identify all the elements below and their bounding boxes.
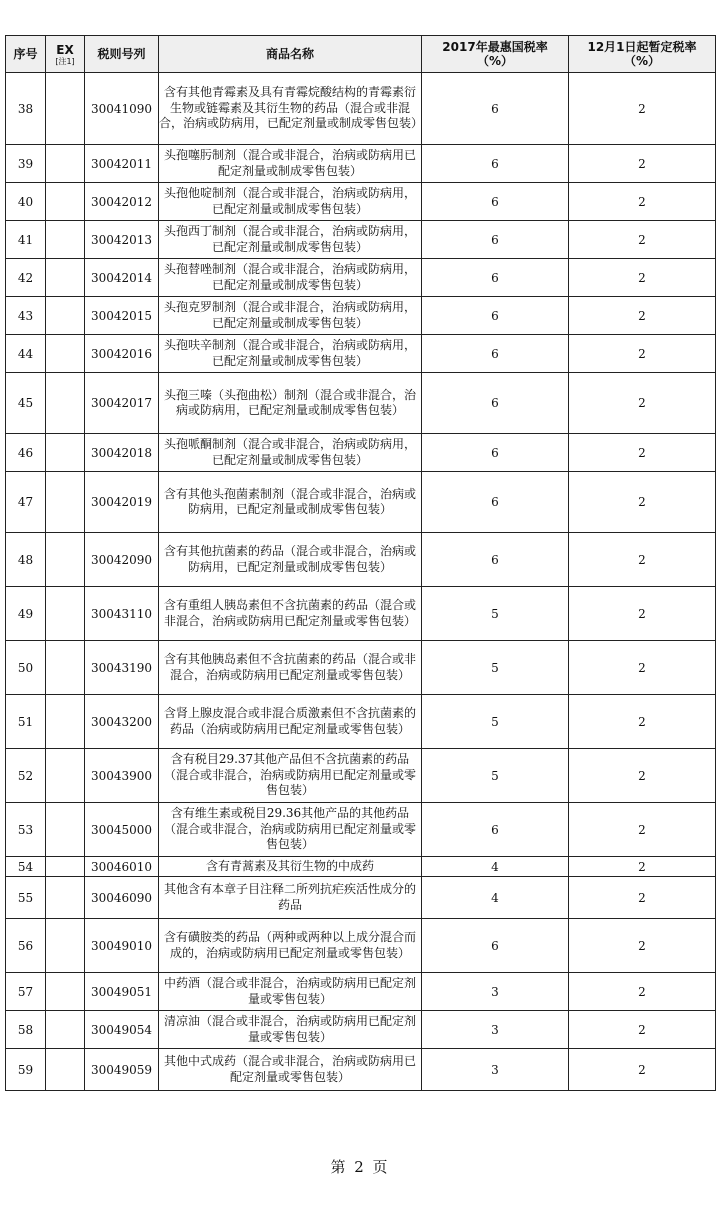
table-row [6,857,716,877]
cell-mfn-rate: 5 [422,749,569,803]
cell-interim-rate: 2 [569,919,716,973]
cell-seq: 44 [6,335,46,373]
cell-ex [46,145,85,183]
col-header-interim-rate: 12月1日起暂定税率 （%） [569,36,716,73]
col-header-name: 商品名称 [159,36,422,73]
cell-name: 头孢替唑制剂（混合或非混合，治病或防病用，已配定剂量或制成零售包装） [159,259,422,297]
cell-seq: 40 [6,183,46,221]
cell-code: 30045000 [85,803,159,857]
cell-ex [46,221,85,259]
table-row [6,1011,716,1049]
cell-seq: 55 [6,877,46,919]
cell-mfn-rate: 6 [422,472,569,533]
table-row [6,877,716,919]
cell-seq: 53 [6,803,46,857]
table-row [6,641,716,695]
cell-code: 30042019 [85,472,159,533]
cell-mfn-rate: 3 [422,1011,569,1049]
cell-seq: 47 [6,472,46,533]
cell-name: 其他含有本章子目注释二所列抗疟疾活性成分的药品 [159,877,422,919]
cell-seq: 48 [6,533,46,587]
cell-name: 清凉油（混合或非混合，治病或防病用已配定剂量或零售包装） [159,1011,422,1049]
cell-code: 30042013 [85,221,159,259]
cell-ex [46,73,85,145]
table-row [6,259,716,297]
cell-name: 头孢三嗪（头孢曲松）制剂（混合或非混合，治病或防病用，已配定剂量或制成零售包装） [159,373,422,434]
cell-name: 头孢他啶制剂（混合或非混合，治病或防病用，已配定剂量或制成零售包装） [159,183,422,221]
cell-seq: 38 [6,73,46,145]
cell-mfn-rate: 5 [422,695,569,749]
cell-name: 含有其他抗菌素的药品（混合或非混合，治病或防病用，已配定剂量或制成零售包装） [159,533,422,587]
col-header-code: 税则号列 [85,36,159,73]
cell-name: 头孢哌酮制剂（混合或非混合，治病或防病用，已配定剂量或制成零售包装） [159,434,422,472]
cell-code: 30049051 [85,973,159,1011]
cell-interim-rate: 2 [569,373,716,434]
cell-name: 含有青蒿素及其衍生物的中成药 [159,857,422,877]
cell-mfn-rate: 6 [422,434,569,472]
cell-mfn-rate: 6 [422,145,569,183]
cell-name: 含有其他胰岛素但不含抗菌素的药品（混合或非混合，治病或防病用已配定剂量或零售包装） [159,641,422,695]
cell-code: 30046090 [85,877,159,919]
cell-ex [46,857,85,877]
table-row [6,973,716,1011]
cell-mfn-rate: 3 [422,1049,569,1091]
cell-ex [46,877,85,919]
cell-interim-rate: 2 [569,749,716,803]
cell-seq: 57 [6,973,46,1011]
cell-interim-rate: 2 [569,1011,716,1049]
cell-mfn-rate: 5 [422,587,569,641]
cell-name: 头孢噻肟制剂（混合或非混合，治病或防病用已配定剂量或制成零售包装） [159,145,422,183]
col-header-ex: EX [注1] [46,36,85,73]
cell-mfn-rate: 6 [422,73,569,145]
cell-name: 头孢西丁制剂（混合或非混合，治病或防病用，已配定剂量或制成零售包装） [159,221,422,259]
cell-name: 含有其他青霉素及具有青霉烷酸结构的青霉素衍生物或链霉素及其衍生物的药品（混合或非混合，治病或防病用，已配定剂量或制成零售包装） [159,73,422,145]
cell-seq: 49 [6,587,46,641]
cell-seq: 42 [6,259,46,297]
cell-interim-rate: 2 [569,259,716,297]
table-row [6,73,716,145]
table-row [6,434,716,472]
cell-mfn-rate: 6 [422,221,569,259]
cell-mfn-rate: 6 [422,533,569,587]
cell-mfn-rate: 6 [422,297,569,335]
cell-interim-rate: 2 [569,803,716,857]
cell-seq: 41 [6,221,46,259]
cell-mfn-rate: 6 [422,373,569,434]
cell-ex [46,1049,85,1091]
cell-interim-rate: 2 [569,183,716,221]
cell-code: 30042014 [85,259,159,297]
cell-code: 30043900 [85,749,159,803]
table-row [6,919,716,973]
cell-mfn-rate: 6 [422,335,569,373]
cell-interim-rate: 2 [569,145,716,183]
cell-name: 含有重组人胰岛素但不含抗菌素的药品（混合或非混合，治病或防病用已配定剂量或零售包装） [159,587,422,641]
table-row [6,803,716,857]
cell-ex [46,587,85,641]
cell-mfn-rate: 6 [422,803,569,857]
cell-mfn-rate: 3 [422,973,569,1011]
cell-code: 30043200 [85,695,159,749]
cell-code: 30042018 [85,434,159,472]
cell-ex [46,472,85,533]
table-row [6,373,716,434]
cell-ex [46,1011,85,1049]
table-row [6,221,716,259]
table-row [6,335,716,373]
cell-ex [46,183,85,221]
cell-interim-rate: 2 [569,434,716,472]
cell-name: 中药酒（混合或非混合，治病或防病用已配定剂量或零售包装） [159,973,422,1011]
cell-ex [46,973,85,1011]
table-row [6,533,716,587]
cell-ex [46,803,85,857]
cell-code: 30042011 [85,145,159,183]
cell-ex [46,297,85,335]
ex-note: [注1] [55,56,75,66]
cell-name: 头孢克罗制剂（混合或非混合，治病或防病用，已配定剂量或制成零售包装） [159,297,422,335]
table-row [6,587,716,641]
cell-code: 30041090 [85,73,159,145]
cell-name: 含有其他头孢菌素制剂（混合或非混合，治病或防病用，已配定剂量或制成零售包装） [159,472,422,533]
cell-interim-rate: 2 [569,857,716,877]
table-row [6,749,716,803]
cell-ex [46,259,85,297]
cell-seq: 51 [6,695,46,749]
cell-code: 30049059 [85,1049,159,1091]
cell-seq: 46 [6,434,46,472]
cell-mfn-rate: 5 [422,641,569,695]
cell-code: 30049010 [85,919,159,973]
cell-interim-rate: 2 [569,587,716,641]
cell-name: 含有维生素或税目29.36其他产品的其他药品（混合或非混合，治病或防病用已配定剂量或零售包装） [159,803,422,857]
cell-code: 30043190 [85,641,159,695]
table-row [6,695,716,749]
cell-name: 其他中式成药（混合或非混合，治病或防病用已配定剂量或零售包装） [159,1049,422,1091]
cell-seq: 52 [6,749,46,803]
cell-interim-rate: 2 [569,472,716,533]
cell-code: 30049054 [85,1011,159,1049]
cell-mfn-rate: 6 [422,259,569,297]
cell-mfn-rate: 4 [422,877,569,919]
cell-name: 含有税目29.37其他产品但不含抗菌素的药品（混合或非混合，治病或防病用已配定剂量或零售包装） [159,749,422,803]
table-row [6,297,716,335]
cell-name: 含有磺胺类的药品（两种或两种以上成分混合而成的，治病或防病用已配定剂量或零售包装） [159,919,422,973]
cell-seq: 45 [6,373,46,434]
cell-ex [46,533,85,587]
cell-ex [46,695,85,749]
cell-ex [46,373,85,434]
col-header-seq: 序号 [6,36,46,73]
cell-ex [46,434,85,472]
cell-code: 30042017 [85,373,159,434]
cell-interim-rate: 2 [569,533,716,587]
cell-interim-rate: 2 [569,641,716,695]
cell-code: 30046010 [85,857,159,877]
cell-ex [46,749,85,803]
cell-ex [46,919,85,973]
cell-code: 30042015 [85,297,159,335]
cell-name: 头孢呋辛制剂（混合或非混合，治病或防病用，已配定剂量或制成零售包装） [159,335,422,373]
cell-seq: 39 [6,145,46,183]
cell-code: 30042090 [85,533,159,587]
table-row [6,145,716,183]
cell-interim-rate: 2 [569,1049,716,1091]
cell-interim-rate: 2 [569,877,716,919]
cell-ex [46,335,85,373]
cell-interim-rate: 2 [569,73,716,145]
table-row [6,472,716,533]
cell-interim-rate: 2 [569,335,716,373]
table-body [6,73,716,1091]
cell-mfn-rate: 6 [422,183,569,221]
table-row [6,183,716,221]
cell-seq: 58 [6,1011,46,1049]
cell-seq: 54 [6,857,46,877]
cell-ex [46,641,85,695]
cell-code: 30042012 [85,183,159,221]
cell-code: 30042016 [85,335,159,373]
cell-code: 30043110 [85,587,159,641]
cell-seq: 59 [6,1049,46,1091]
cell-seq: 43 [6,297,46,335]
cell-interim-rate: 2 [569,221,716,259]
page-number: 第 2 页 [330,1158,390,1176]
cell-interim-rate: 2 [569,695,716,749]
cell-name: 含肾上腺皮混合或非混合质激素但不含抗菌素的药品（治病或防病用已配定剂量或零售包装） [159,695,422,749]
tariff-table [5,35,716,1091]
table-row [6,1049,716,1091]
cell-seq: 56 [6,919,46,973]
cell-interim-rate: 2 [569,973,716,1011]
col-header-mfn-rate: 2017年最惠国税率 （%） [422,36,569,73]
cell-interim-rate: 2 [569,297,716,335]
cell-mfn-rate: 6 [422,919,569,973]
header-row [6,36,716,73]
cell-seq: 50 [6,641,46,695]
cell-mfn-rate: 4 [422,857,569,877]
